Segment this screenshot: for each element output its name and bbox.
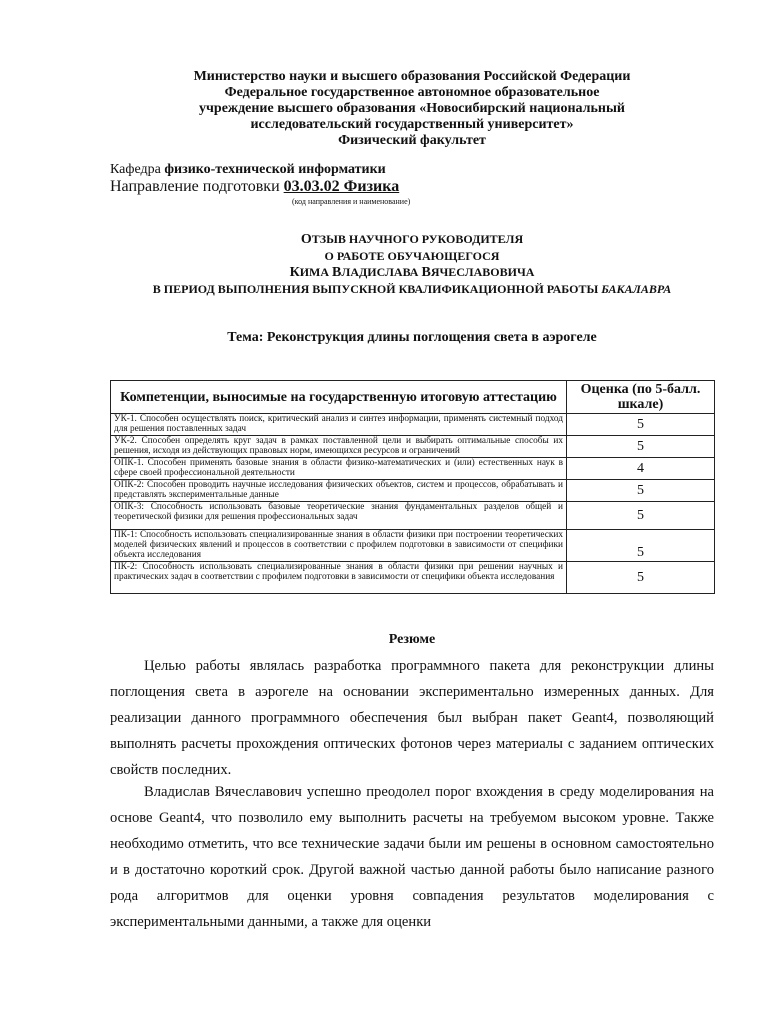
direction-label: Направление подготовки — [110, 178, 280, 195]
score-header: Оценка (по 5-балл. шкале) — [567, 381, 715, 414]
competency-text: ПК-1: Способность использовать специализированные знания в области физики при построении теоретических моделей физических явлений и процессов в соответствии с профилем подготовки в зависимости от специфики объекта исследования — [111, 530, 567, 562]
competency-score: 5 — [567, 414, 715, 436]
review-student-name: КИМА ВЛАДИСЛАВА ВЯЧЕСЛАВОВИЧА — [289, 265, 535, 280]
competency-text: ОПК-2: Способен проводить научные исследования физических объектов, систем и процессов, обрабатывать и представлять экспериментальные данные — [111, 480, 567, 502]
degree-level: БАКАЛАВРА — [601, 282, 672, 296]
review-title-line-4: В ПЕРИОД ВЫПОЛНЕНИЯ ВЫПУСКНОЙ КВАЛИФИКАЦИОННОЙ РАБОТЫ БАКАЛАВРА — [152, 282, 672, 296]
table-row — [111, 414, 715, 436]
header-line-4: исследовательский государственный университет» — [250, 117, 574, 132]
competency-score: 5 — [567, 562, 715, 594]
header-line-2: Федеральное государственное автономное образовательное — [224, 85, 600, 100]
competency-score: 5 — [567, 436, 715, 458]
direction-line — [110, 178, 399, 196]
competency-score: 4 — [567, 458, 715, 480]
review-title-block — [110, 231, 714, 297]
thesis-theme: Тема: Реконструкция длины поглощения света в аэрогеле — [227, 330, 597, 345]
table-row — [111, 480, 715, 502]
header-line-3: учреждение высшего образования «Новосибирский национальный — [199, 101, 625, 116]
department-value: физико-технической информатики — [164, 162, 386, 177]
competency-text: ПК-2: Способность использовать специализированные знания в области физики при решении научных и практических задач в соответствии с профилем подготовки в зависимости от специфики объекта исследования — [111, 562, 567, 594]
competency-text: УК-1. Способен осуществлять поиск, критический анализ и синтез информации, применять системный подход для решения поставленных задач — [111, 414, 567, 436]
resume-paragraph-1: Целью работы являлась разработка программного пакета для реконструкции длины поглощения света в аэрогеле на основании экспериментально измеренных данных. Для реализации данного программного обеспечения был выбран пакет Geant4, позволяющий выполнять расчеты прохождения оптических фотонов через материалы с заданием оптических свойств последних. — [110, 658, 714, 778]
institution-header — [110, 69, 714, 149]
competency-score: 5 — [567, 502, 715, 530]
table-row — [111, 530, 715, 562]
table-row — [111, 562, 715, 594]
competency-text: ОПК-3: Способность использовать базовые теоретические знания фундаментальных разделов общей и теоретической физики для решения профессиональных задач — [111, 502, 567, 530]
table-row — [111, 502, 715, 530]
direction-hint: (код направления и наименование) — [292, 197, 411, 206]
direction-value: 03.03.02 Физика — [283, 178, 400, 195]
competency-score: 5 — [567, 530, 715, 562]
resume-paragraph-2: Владислав Вячеславович успешно преодолел порог вхождения в среду моделирования на основе Geant4, что позволило ему выполнить расчеты на требуемом высоком уровне. Также необходимо отметить, что все технические задачи были им решены в основном самостоятельно и в достаточно короткий срок. Другой важной частью данной работы было написание разного рода алгоритмов для оценки уровня совпадения результатов моделирования с экспериментальными данными, а также для оценки — [110, 784, 714, 930]
resume-title: Резюме — [388, 632, 436, 647]
header-faculty: Физический факультет — [338, 133, 486, 148]
department-line — [110, 162, 386, 178]
review-title-line-2: О РАБОТЕ ОБУЧАЮЩЕГОСЯ — [324, 249, 500, 263]
department-label: Кафедра — [110, 162, 161, 177]
competency-text: УК-2. Способен определять круг задач в рамках поставленной цели и выбирать оптимальные способы их решения, исходя из действующих правовых норм, имеющихся ресурсов и ограничений — [111, 436, 567, 458]
competency-score: 5 — [567, 480, 715, 502]
competency-text: ОПК-1. Способен применять базовые знания в области физико-математических и (или) естественных наук в сфере своей профессиональной деятельности — [111, 458, 567, 480]
table-row — [111, 458, 715, 480]
competencies-table — [110, 380, 715, 594]
review-title-line-1: ОТЗЫВ НАУЧНОГО РУКОВОДИТЕЛЯ — [300, 232, 524, 247]
table-header-row — [111, 381, 715, 414]
competencies-header: Компетенции, выносимые на государственную итоговую аттестацию — [111, 381, 567, 414]
header-line-1: Министерство науки и высшего образования Российской Федерации — [193, 69, 631, 84]
table-row — [111, 436, 715, 458]
